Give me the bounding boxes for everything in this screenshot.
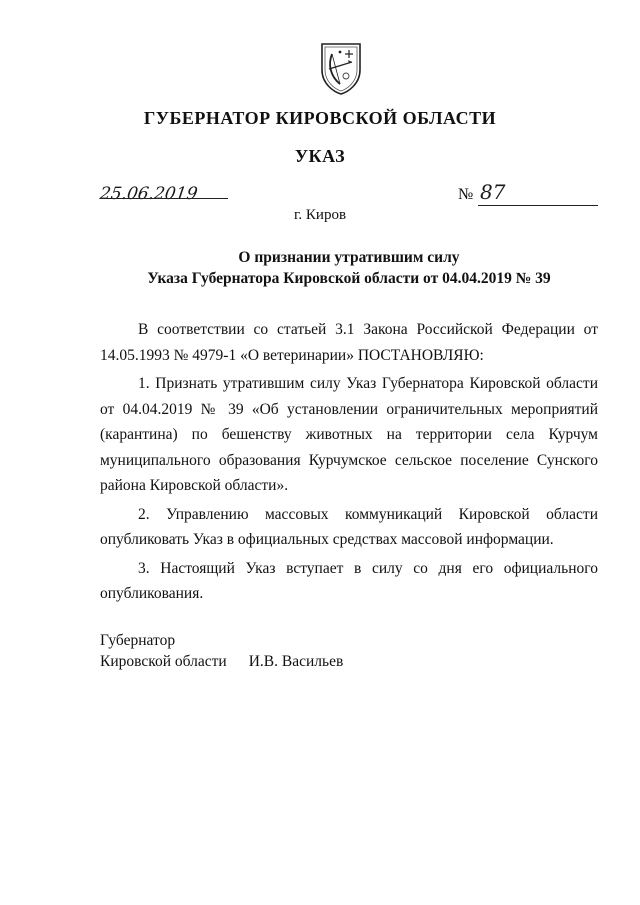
number-underline: [478, 205, 598, 206]
item-1-paragraph: 1. Признать утратившим силу Указ Губернатора Кировской области от 04.04.2019 № 39 «Об установлении ограничительных мероприятий (карантина) по бешенству животных на территории села Курчум муниципального образования Курчумское сельское поселение Сунского района Кировской области».: [100, 375, 598, 494]
document-type: УКАЗ: [294, 146, 346, 166]
item-2-paragraph: 2. Управлению массовых коммуникаций Кировской области опубликовать Указ в официальных средствах массовой информации.: [100, 505, 598, 548]
document-body: [100, 317, 598, 610]
signer-title-line-1: Губернатор: [100, 632, 176, 649]
subject-line-1: О признании утратившим силу: [238, 249, 460, 266]
number-label: №: [458, 186, 474, 203]
preamble-paragraph: В соответствии со статьей 3.1 Закона Российской Федерации от 14.05.1993 № 4979-1 «О ветеринарии» ПОСТАНОВЛЯЮ:: [100, 321, 598, 364]
item-3-paragraph: 3. Настоящий Указ вступает в силу со дня его официального опубликования.: [100, 559, 598, 602]
org-title: ГУБЕРНАТОР КИРОВСКОЙ ОБЛАСТИ: [143, 108, 497, 128]
coat-of-arms-emblem: [318, 40, 364, 96]
document-subject: [100, 247, 598, 289]
signer-name: И.В. Васильев: [248, 653, 344, 670]
handwritten-number: 87: [480, 180, 506, 204]
handwritten-date: 25.06.2019: [98, 184, 199, 204]
signer-title-line-2: Кировской области: [100, 653, 227, 670]
signature-block: [100, 630, 343, 672]
subject-line-2: Указа Губернатора Кировской области от 04.04.2019 № 39: [147, 270, 551, 287]
city: г. Киров: [293, 207, 347, 223]
date-underline: [100, 198, 228, 199]
